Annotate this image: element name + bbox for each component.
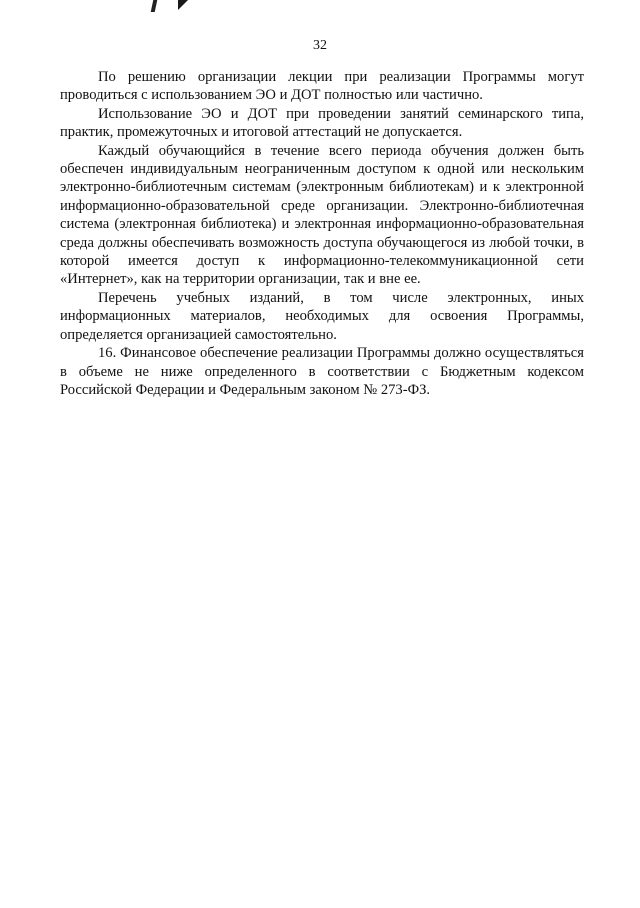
paragraph-eo-dot-restrictions: Использование ЭО и ДОТ при проведении занятий семинарского типа, практик, промежуточных и итоговой аттестаций не допускается. bbox=[60, 105, 584, 141]
document-body bbox=[60, 68, 584, 399]
paragraph-financial-support: 16. Финансовое обеспечение реализации Программы должно осуществляться в объеме не ниже определенного в соответствии с Бюджетным кодексом Российской Федерации и Федеральным законом № 273-ФЗ. bbox=[60, 345, 584, 398]
scan-mark-left bbox=[151, 0, 158, 12]
page-number: 32 bbox=[313, 38, 327, 53]
paragraph-educational-publications: Перечень учебных изданий, в том числе электронных, иных информационных материалов, необходимых для освоения Программы, определяется организацией самостоятельно. bbox=[60, 289, 584, 343]
paragraph-library-access: Каждый обучающийся в течение всего периода обучения должен быть обеспечен индивидуальным неограниченным доступом к одной или нескольким электронно-библиотечным системам (электронным библиотекам) и к электронной информационно-образовательной среде организации. Электронно-библиотечная система (электронная библиотека) и электронная информационно-образовательная среда должны обеспечивать возможность доступа обучающегося из любой точки, в которой имеется доступ к информационно-телекоммуникационной сети «Интернет», как на территории организации, так и вне ее. bbox=[60, 142, 584, 288]
paragraph-lectures-eo-dot: По решению организации лекции при реализации Программы могут проводиться с использованием ЭО и ДОТ полностью или частично. bbox=[60, 69, 584, 104]
scan-mark-right bbox=[178, 0, 188, 10]
